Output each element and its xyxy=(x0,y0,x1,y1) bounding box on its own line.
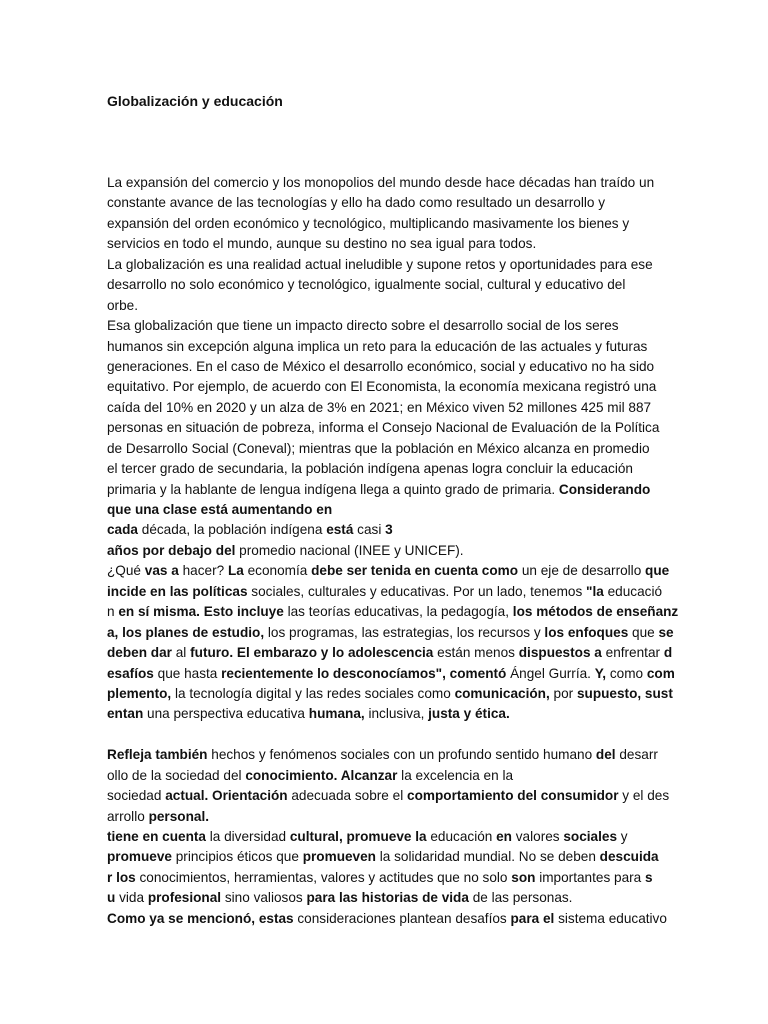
bold-text-run: que xyxy=(645,563,670,579)
bold-text-run: en xyxy=(496,829,512,844)
bold-text-run: los enfoques xyxy=(544,624,629,640)
text-run: ¿Qué xyxy=(107,563,145,579)
text-run: de Desarrollo Social (Coneval); mientras que la población en México alcanza en promedio xyxy=(107,440,650,456)
text-line xyxy=(107,745,678,765)
bold-text-run: está xyxy=(326,522,354,538)
text-line xyxy=(107,541,678,561)
bold-text-run: La xyxy=(227,563,244,579)
bold-text-run: futuro. El embarazo y lo adolescencia xyxy=(190,645,434,661)
bold-text-run: r los xyxy=(107,869,136,885)
bold-text-run: cada xyxy=(107,522,138,538)
text-run: por xyxy=(549,685,577,701)
text-line xyxy=(107,888,678,908)
text-run: humanos sin excepción alguna implica un reto para la educación de las actuales y futuras xyxy=(107,338,648,354)
text-run: principios éticos que xyxy=(171,849,303,865)
text-run: orbe. xyxy=(107,297,138,313)
text-run: hechos y fenómenos sociales con un profundo sentido humano xyxy=(207,747,596,763)
text-run: hacer? xyxy=(178,563,228,579)
bold-text-run: que una clase está aumentando en xyxy=(107,502,333,517)
text-line xyxy=(107,480,678,500)
bold-text-run: tiene en cuenta xyxy=(107,829,206,844)
text-line xyxy=(107,868,678,888)
text-run: n xyxy=(107,604,119,620)
text-line xyxy=(107,623,678,643)
text-line xyxy=(107,500,678,520)
text-run: personas en situación de pobreza, informa el Consejo Nacional de Evaluación de la Política xyxy=(107,420,660,436)
bold-text-run: supuesto, sust xyxy=(576,685,673,701)
text-run: servicios en todo el mundo, aunque su destino no sea igual para todos. xyxy=(107,236,537,252)
text-run: Esa globalización que tiene un impacto directo sobre el desarrollo social de los seres xyxy=(107,318,619,334)
bold-text-run: son xyxy=(511,869,536,885)
text-run: y xyxy=(617,829,628,844)
text-run: consideraciones plantean desafíos xyxy=(293,910,511,926)
text-run: caída del 10% en 2020 y un alza de 3% en 2021; en México viven 52 millones 425 mil 887 xyxy=(107,399,652,415)
text-line xyxy=(107,582,678,602)
text-run: los programas, las estrategias, los recursos y xyxy=(264,624,545,640)
bold-text-run: promueven xyxy=(302,849,376,865)
document-body xyxy=(107,173,678,929)
bold-text-run: Y, xyxy=(594,665,607,681)
bold-text-run: se xyxy=(658,624,674,640)
text-line xyxy=(107,561,678,581)
bold-text-run: deben dar xyxy=(107,645,172,661)
text-run: están menos xyxy=(433,645,519,661)
bold-text-run: actual. Orientación xyxy=(165,788,288,804)
text-line xyxy=(107,418,678,438)
text-run: equitativo. Por ejemplo, de acuerdo con El Economista, la economía mexicana registró una xyxy=(107,379,657,395)
text-run: como xyxy=(606,665,647,681)
text-run: desarrollo no solo económico y tecnológico, igualmente social, cultural y educativo del xyxy=(107,277,626,293)
document-title: Globalización y educación xyxy=(107,93,283,109)
text-run: conocimientos, herramientas, valores y actitudes que no solo xyxy=(135,869,512,885)
text-run: La expansión del comercio y los monopolios del mundo desde hace décadas han traído un xyxy=(107,175,655,190)
bold-text-run: 3 xyxy=(385,522,393,538)
bold-text-run: recientemente lo desconocíamos", comentó xyxy=(221,665,507,681)
text-line xyxy=(107,459,678,479)
bold-text-run: entan xyxy=(107,706,144,722)
bold-text-run: descuida xyxy=(599,849,659,865)
text-run: inclusiva, xyxy=(364,706,429,722)
text-line xyxy=(107,234,678,254)
text-line xyxy=(107,602,678,622)
bold-text-run: s xyxy=(645,869,653,885)
bold-text-run: profesional xyxy=(147,890,222,906)
bold-text-run: justa y ética. xyxy=(428,706,510,722)
bold-text-run: plemento, xyxy=(107,685,172,701)
bold-text-run: para las historias de vida xyxy=(306,890,469,906)
text-run: desarr xyxy=(615,747,658,763)
text-run: sino valiosos xyxy=(221,890,307,906)
text-run: primaria y la hablante de lengua indígena llega a quinto grado de primaria. xyxy=(107,481,559,497)
text-line xyxy=(107,337,678,357)
text-run: la excelencia en la xyxy=(397,767,514,783)
bold-text-run: los métodos de enseñanz xyxy=(512,604,679,620)
paragraph-gap xyxy=(107,725,678,745)
bold-text-run: vas a xyxy=(144,563,179,579)
bold-text-run: comportamiento del consumidor xyxy=(407,788,619,804)
text-run: educació xyxy=(603,583,663,599)
text-line xyxy=(107,766,678,786)
bold-text-run: cultural, promueve la xyxy=(289,829,427,844)
text-line xyxy=(107,439,678,459)
bold-text-run: Refleja también xyxy=(107,747,208,763)
text-run: ollo de la sociedad del xyxy=(107,767,246,783)
text-run: la tecnología digital y las redes sociales como xyxy=(171,685,455,701)
text-run: las teorías educativas, la pedagogía, xyxy=(283,604,513,620)
bold-text-run: promueve xyxy=(107,849,172,865)
text-run: sociedad xyxy=(107,788,166,804)
text-line xyxy=(107,827,678,847)
text-run: sistema educativo xyxy=(554,910,667,926)
text-line xyxy=(107,377,678,397)
bold-text-run: personal. xyxy=(148,808,209,824)
text-run: adecuada sobre el xyxy=(287,788,408,804)
bold-text-run: esafíos xyxy=(107,665,154,681)
bold-text-run: debe ser tenida en cuenta como xyxy=(311,563,519,579)
bold-text-run: comunicación, xyxy=(454,685,550,701)
text-line xyxy=(107,357,678,377)
bold-text-run: para el xyxy=(510,910,555,926)
text-run: arrollo xyxy=(107,808,149,824)
bold-text-run: conocimiento. Alcanzar xyxy=(245,767,398,783)
text-line xyxy=(107,214,678,234)
text-run: el tercer grado de secundaria, la población indígena apenas logra concluir la educación xyxy=(107,461,633,477)
text-run: educación xyxy=(426,829,497,844)
text-run: década, la población indígena xyxy=(137,522,327,538)
bold-text-run: u xyxy=(107,890,116,906)
bold-text-run: dispuestos a xyxy=(518,645,602,661)
text-run: al xyxy=(171,645,191,661)
bold-text-run: com xyxy=(646,665,675,681)
text-run: vida xyxy=(115,890,148,906)
text-run: economía xyxy=(243,563,312,579)
text-run: la diversidad xyxy=(205,829,290,844)
text-run: que hasta xyxy=(153,665,222,681)
text-line xyxy=(107,398,678,418)
text-run: casi xyxy=(353,522,386,538)
text-run: de las personas. xyxy=(468,890,573,906)
bold-text-run: "la xyxy=(586,583,604,599)
bold-text-run: en sí misma. Esto incluye xyxy=(118,604,284,620)
text-line xyxy=(107,704,678,724)
bold-text-run: a, los planes de estudio, xyxy=(107,624,265,640)
text-line xyxy=(107,296,678,316)
text-run: sociales, culturales y educativas. Por un lado, tenemos xyxy=(247,583,587,599)
text-run: enfrentar xyxy=(601,645,664,661)
text-line xyxy=(107,786,678,806)
text-run: una perspectiva educativa xyxy=(143,706,309,722)
text-run: promedio nacional (INEE y UNICEF). xyxy=(235,542,464,558)
text-line xyxy=(107,664,678,684)
text-run: y el des xyxy=(618,788,670,804)
text-run: La globalización es una realidad actual ineludible y supone retos y oportunidades para ese xyxy=(107,256,653,272)
text-run: expansión del orden económico y tecnológico, multiplicando masivamente los bienes y xyxy=(107,215,630,231)
text-run: la solidaridad mundial. No se deben xyxy=(375,849,600,865)
text-line xyxy=(107,520,678,540)
text-line xyxy=(107,909,678,929)
bold-text-run: d xyxy=(663,645,673,661)
text-line xyxy=(107,807,678,827)
text-run: Ángel Gurría. xyxy=(506,665,595,681)
text-line xyxy=(107,316,678,336)
text-line xyxy=(107,643,678,663)
bold-text-run: sociales xyxy=(563,829,618,844)
text-run: constante avance de las tecnologías y ello ha dado como resultado un desarrollo y xyxy=(107,195,605,211)
bold-text-run: humana, xyxy=(308,706,365,722)
text-line xyxy=(107,193,678,213)
bold-text-run: incide en las políticas xyxy=(107,583,248,599)
bold-text-run: años por debajo del xyxy=(107,542,236,558)
text-run: importantes para xyxy=(535,869,645,885)
text-line xyxy=(107,173,678,193)
text-line xyxy=(107,275,678,295)
text-run: generaciones. En el caso de México el desarrollo económico, social y educativo no ha sido xyxy=(107,358,655,374)
text-run: que xyxy=(628,624,659,640)
bold-text-run: Considerando xyxy=(558,481,651,497)
text-run: un eje de desarrollo xyxy=(518,563,646,579)
text-line xyxy=(107,255,678,275)
text-line xyxy=(107,684,678,704)
bold-text-run: del xyxy=(595,747,616,763)
text-run: valores xyxy=(511,829,564,844)
bold-text-run: Como ya se mencionó, estas xyxy=(107,910,294,926)
text-line xyxy=(107,847,678,867)
